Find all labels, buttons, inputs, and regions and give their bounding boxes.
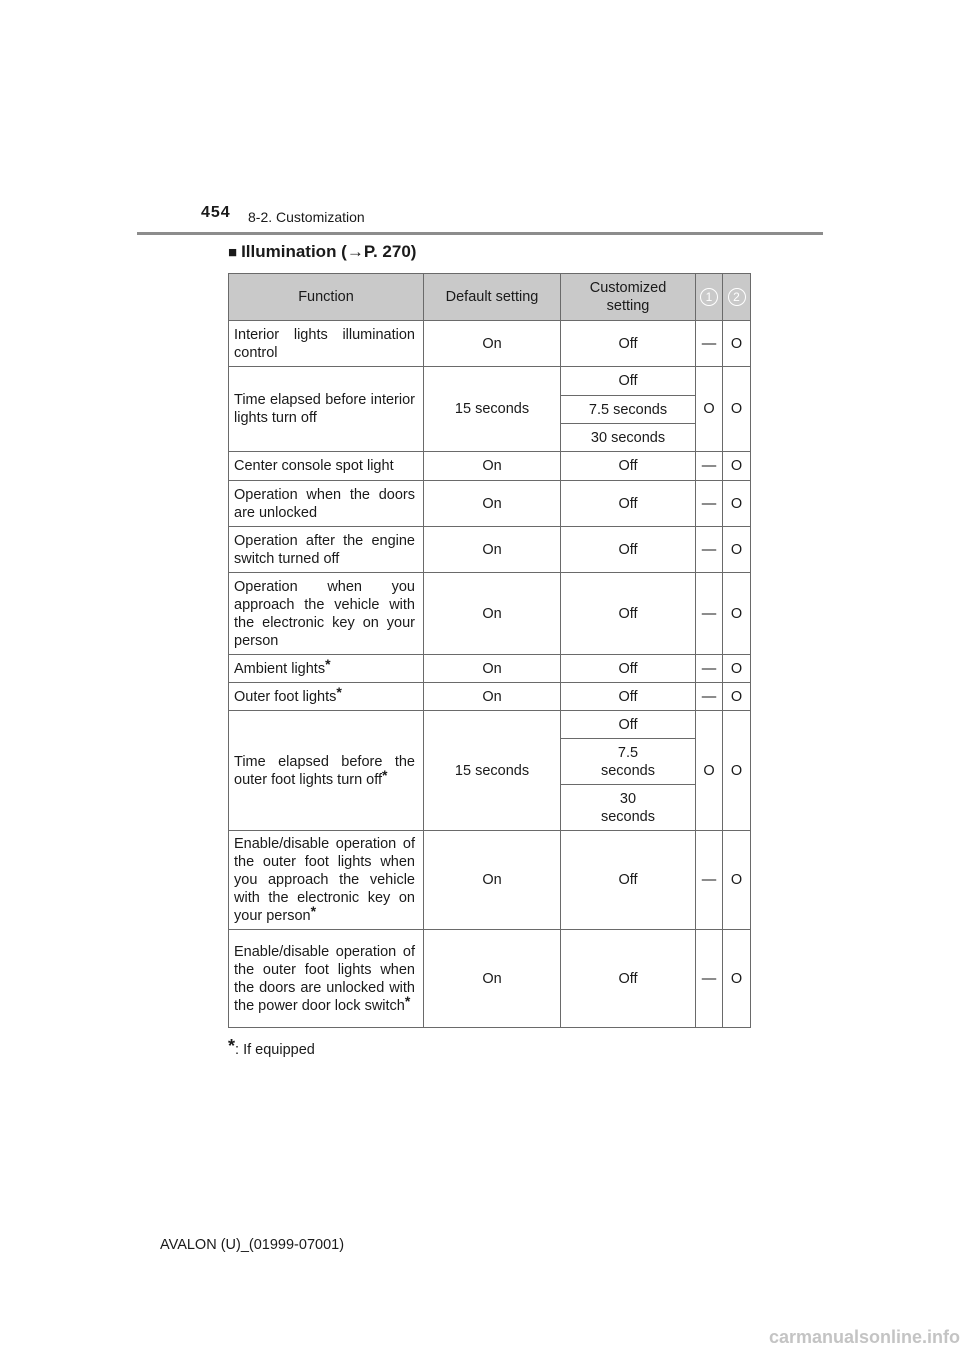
col2-cell: O xyxy=(723,711,751,831)
default-cell: On xyxy=(424,573,561,655)
asterisk-mark: * xyxy=(310,903,317,919)
asterisk-mark: * xyxy=(382,766,388,783)
section-title xyxy=(228,242,416,262)
customized-cell: Off xyxy=(561,655,696,683)
col1-cell: — xyxy=(696,831,723,930)
function-cell: Interior lights illumination control xyxy=(229,321,424,367)
customized-cell: Off xyxy=(561,683,696,711)
section-title-text: Illumination (→P. 270) xyxy=(241,242,417,261)
asterisk-mark: * xyxy=(404,992,411,1009)
col1-cell: O xyxy=(696,711,723,831)
default-cell: On xyxy=(424,930,561,1028)
header-function: Function xyxy=(229,274,424,321)
table-row xyxy=(229,711,751,739)
col1-cell: — xyxy=(696,527,723,573)
table-row xyxy=(229,321,751,367)
table-row xyxy=(229,831,751,930)
default-cell: 15 seconds xyxy=(424,367,561,452)
col1-cell: — xyxy=(696,683,723,711)
customized-cell: Off xyxy=(561,831,696,930)
customized-cell: Off xyxy=(561,527,696,573)
default-cell: On xyxy=(424,527,561,573)
chapter-title: 8-2. Customization xyxy=(248,209,365,225)
customized-cell: Off xyxy=(561,573,696,655)
watermark: carmanualsonline.info xyxy=(768,1327,960,1347)
col2-cell: O xyxy=(723,683,751,711)
function-cell xyxy=(229,711,424,831)
default-cell: On xyxy=(424,831,561,930)
customized-cell: Off xyxy=(561,930,696,1028)
default-cell: On xyxy=(424,481,561,527)
table-row xyxy=(229,481,751,527)
function-cell xyxy=(229,930,424,1028)
table-row xyxy=(229,930,751,1028)
customized-cell: 7.5 seconds xyxy=(561,396,696,424)
function-cell: Operation when the doors are unlocked xyxy=(229,481,424,527)
function-text: Outer foot lights xyxy=(234,688,337,705)
circled-1-icon: 1 xyxy=(700,288,718,306)
col2-cell: O xyxy=(723,573,751,655)
function-cell xyxy=(229,655,424,683)
col1-cell: — xyxy=(696,481,723,527)
asterisk-mark: * xyxy=(325,655,331,672)
col2-cell: O xyxy=(723,655,751,683)
function-text: Enable/disable operation of the outer foot lights when the doors are unlocked with the power door lock switch xyxy=(234,943,415,1014)
col2-cell: O xyxy=(723,452,751,481)
col2-cell: O xyxy=(723,367,751,452)
customized-cell: 7.5 seconds xyxy=(561,739,696,785)
col1-cell: O xyxy=(696,367,723,452)
customized-cell: Off xyxy=(561,367,696,396)
customized-cell: Off xyxy=(561,321,696,367)
circled-2-icon: 2 xyxy=(728,288,746,306)
function-cell: Operation when you approach the vehicle with the electronic key on your person xyxy=(229,573,424,655)
customized-cell: Off xyxy=(561,452,696,481)
header-default-setting: Default setting xyxy=(424,274,561,321)
footnote xyxy=(228,1036,315,1058)
col1-cell: — xyxy=(696,655,723,683)
default-cell: On xyxy=(424,655,561,683)
function-text: Time elapsed before the outer foot lights turn off xyxy=(234,753,415,788)
col1-cell: — xyxy=(696,930,723,1028)
function-cell: Center console spot light xyxy=(229,452,424,481)
function-cell: Time elapsed before interior lights turn off xyxy=(229,367,424,452)
default-cell: On xyxy=(424,321,561,367)
table-row xyxy=(229,573,751,655)
header-rule xyxy=(137,232,823,235)
function-text: Enable/disable operation of the outer foot lights when you approach the vehicle with the electronic key on your person xyxy=(234,836,415,924)
col1-cell: — xyxy=(696,573,723,655)
col2-cell: O xyxy=(723,831,751,930)
table-row xyxy=(229,527,751,573)
default-cell: On xyxy=(424,683,561,711)
function-cell xyxy=(229,831,424,930)
header-col-2 xyxy=(723,274,751,321)
table-header-row xyxy=(229,274,751,321)
function-cell xyxy=(229,683,424,711)
table-row xyxy=(229,367,751,396)
section-square-icon: ■ xyxy=(228,244,238,261)
col2-cell: O xyxy=(723,321,751,367)
customized-cell: 30 seconds xyxy=(561,785,696,831)
function-cell: Operation after the engine switch turned off xyxy=(229,527,424,573)
col2-cell: O xyxy=(723,930,751,1028)
table-row xyxy=(229,683,751,711)
col1-cell: — xyxy=(696,321,723,367)
asterisk-mark: * xyxy=(228,1036,236,1056)
col2-cell: O xyxy=(723,481,751,527)
customized-cell: Off xyxy=(561,711,696,739)
header-customized-setting: Customized setting xyxy=(561,274,696,321)
customization-table xyxy=(228,273,751,1028)
customized-cell: 30 seconds xyxy=(561,424,696,452)
asterisk-mark: * xyxy=(336,683,342,700)
page-number: 454 xyxy=(201,204,231,221)
default-cell: On xyxy=(424,452,561,481)
customized-cell: Off xyxy=(561,481,696,527)
table-row xyxy=(229,452,751,481)
header-col-1 xyxy=(696,274,723,321)
col1-cell: — xyxy=(696,452,723,481)
col2-cell: O xyxy=(723,527,751,573)
table-row xyxy=(229,655,751,683)
function-text: Ambient lights xyxy=(234,660,326,677)
document-code: AVALON (U)_(01999-07001) xyxy=(160,1237,345,1253)
default-cell: 15 seconds xyxy=(424,711,561,831)
footnote-text: : If equipped xyxy=(235,1042,315,1058)
